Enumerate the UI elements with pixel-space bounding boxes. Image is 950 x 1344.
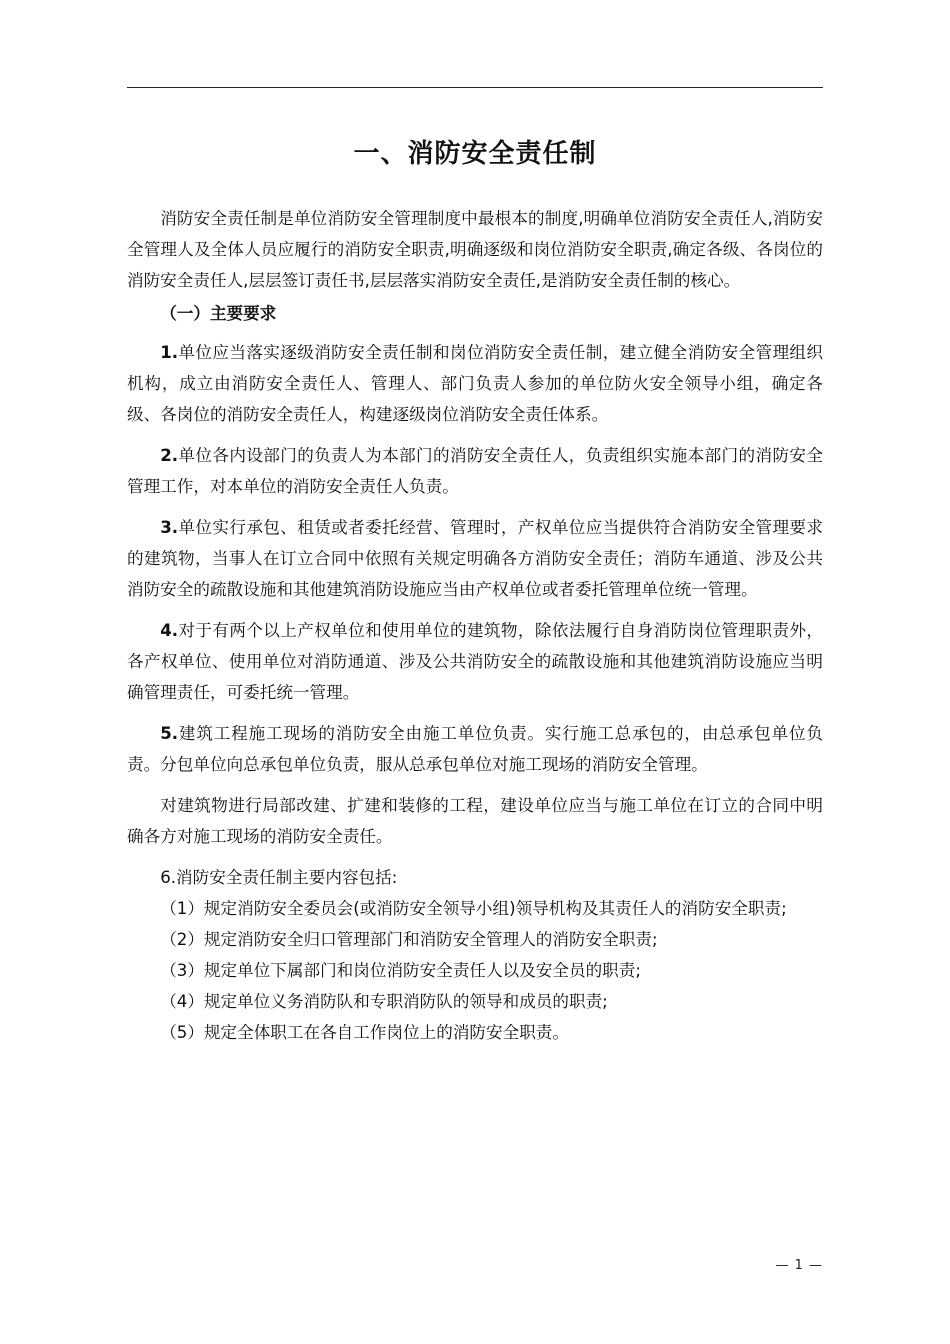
item-number: 1. xyxy=(160,343,179,362)
item-number: 4. xyxy=(160,621,179,640)
header-rule xyxy=(127,87,823,88)
item-text: 单位各内设部门的负责人为本部门的消防安全责任人，负责组织实施本部门的消防安全管理工作，对本单位的消防安全责任人负责。 xyxy=(127,446,823,496)
extra-paragraph: 对建筑物进行局部改建、扩建和装修的工程，建设单位应当与施工单位在订立的合同中明确各方对施工现场的消防安全责任。 xyxy=(127,796,823,846)
subheading: （一）主要要求 xyxy=(160,304,277,323)
item-text: 单位实行承包、租赁或者委托经营、管理时，产权单位应当提供符合消防安全管理要求的建筑物，当事人在订立合同中依照有关规定明确各方消防安全责任；消防车通道、涉及公共消防安全的疏散设施和其他建筑消防设施应当由产权单位或者委托管理单位统一管理。 xyxy=(127,518,823,599)
numbered-item-3 xyxy=(127,512,823,605)
numbered-item-1 xyxy=(127,337,823,430)
sub-item-4: （4）规定单位义务消防队和专职消防队的领导和成员的职责; xyxy=(160,992,608,1011)
numbered-item-6: 6.消防安全责任制主要内容包括: xyxy=(160,868,398,887)
numbered-item-5 xyxy=(127,718,823,780)
intro-paragraph: 消防安全责任制是单位消防安全管理制度中最根本的制度,明确单位消防安全责任人,消防安全管理人及全体人员应履行的消防安全职责,明确逐级和岗位消防安全职责,确定各级、各岗位的消防安全责任人,层层签订责任书,层层落实消防安全责任,是消防安全责任制的核心。 xyxy=(127,209,823,290)
sub-item-3: （3）规定单位下属部门和岗位消防安全责任人以及安全员的职责; xyxy=(160,961,641,980)
item-text: 对于有两个以上产权单位和使用单位的建筑物，除依法履行自身消防岗位管理职责外，各产权单位、使用单位对消防通道、涉及公共消防安全的疏散设施和其他建筑消防设施应当明确管理责任，可委托统一管理。 xyxy=(127,621,823,702)
page-number: — 1 — xyxy=(775,1258,823,1273)
item-text: 单位应当落实逐级消防安全责任制和岗位消防安全责任制，建立健全消防安全管理组织机构，成立由消防安全责任人、管理人、部门负责人参加的单位防火安全领导小组，确定各级、各岗位的消防安全责任人，构建逐级岗位消防安全责任体系。 xyxy=(127,343,823,424)
numbered-item-4 xyxy=(127,615,823,708)
sub-item-5: （5）规定全体职工在各自工作岗位上的消防安全职责。 xyxy=(160,1023,569,1042)
document-title: 一、消防安全责任制 xyxy=(353,139,597,169)
sub-item-1: （1）规定消防安全委员会(或消防安全领导小组)领导机构及其责任人的消防安全职责; xyxy=(160,899,787,918)
item-text: 建筑工程施工现场的消防安全由施工单位负责。实行施工总承包的，由总承包单位负责。分包单位向总承包单位负责，服从总承包单位对施工现场的消防安全管理。 xyxy=(127,724,823,774)
numbered-item-2 xyxy=(127,440,823,502)
sub-item-2: （2）规定消防安全归口管理部门和消防安全管理人的消防安全职责; xyxy=(160,930,658,949)
item-number: 2. xyxy=(160,446,179,465)
document-body xyxy=(127,203,823,1048)
item-number: 3. xyxy=(160,518,179,537)
item-number: 5. xyxy=(160,724,179,743)
